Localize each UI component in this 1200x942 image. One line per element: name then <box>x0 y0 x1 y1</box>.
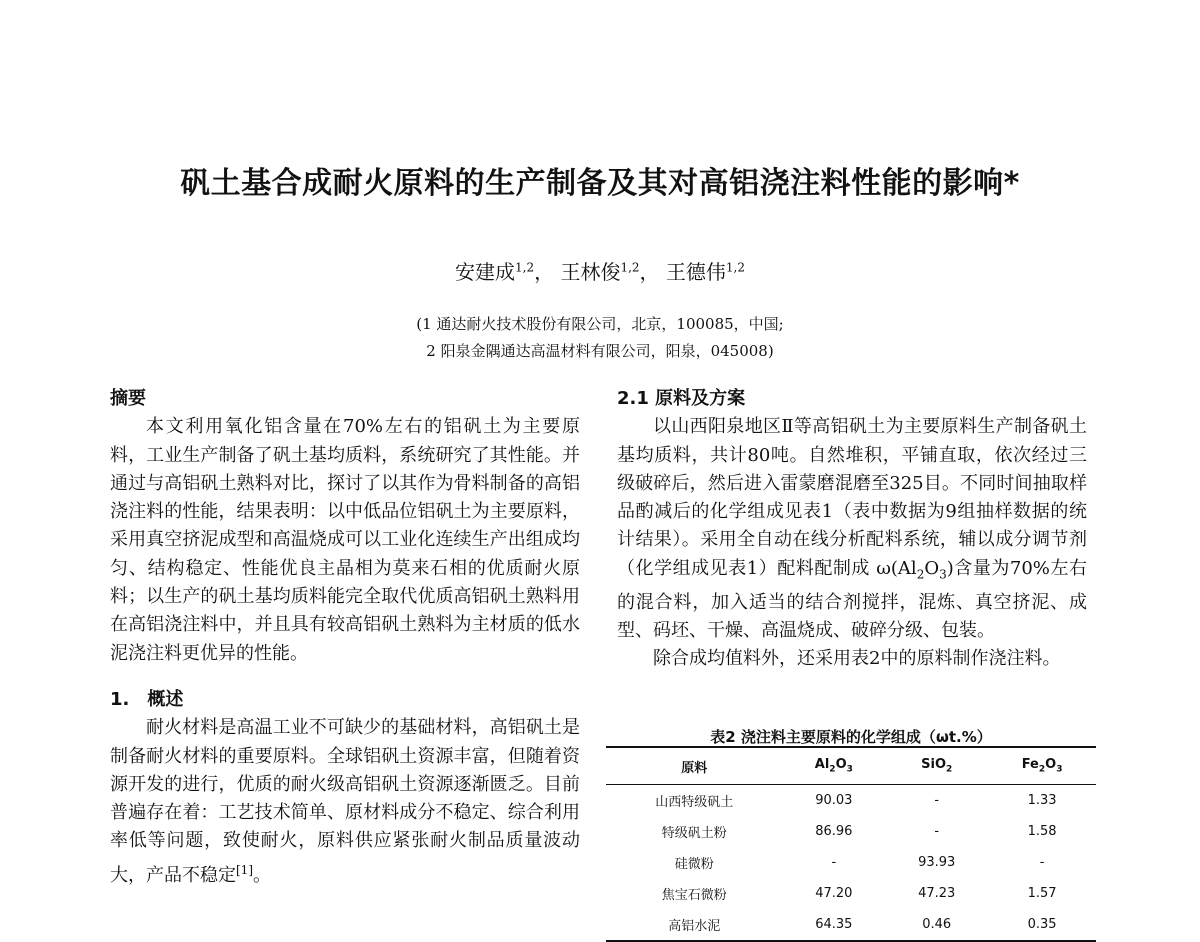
section-2-1-para-1 <box>617 413 1087 645</box>
cell-al2o3: - <box>831 855 837 870</box>
cell-fe2o3: 1.33 <box>1027 793 1057 808</box>
affiliation-line-1: (1 通达耐火技术股份有限公司，北京，100085，中国; <box>416 315 784 333</box>
table-row <box>606 816 1096 847</box>
author-affil-sup: 1,2 <box>725 260 745 275</box>
section-2-1-para-2: 除合成均值料外，还采用表2中的原料制作浇注料。 <box>653 648 1061 670</box>
section-1-heading: 1. 概述 <box>110 688 184 710</box>
author-name: 安建成 <box>455 260 515 284</box>
section-1-text: 耐火材料是高温工业不可缺少的基础材料，高铝矾土是制备耐火材料的重要原料。全球铝矾土资源丰富，但随着资源开发的进行，优质的耐火级高铝矾土资源逐渐匮乏。目前普遍存在着：工艺技术简单、原材料成分不稳定、综合利用率低等问题，致使耐火，原料供应紧张耐火制品质量波动大，产品不稳定 <box>110 717 580 886</box>
section-1-end: 。 <box>253 864 271 886</box>
cell-sio2: - <box>934 793 940 808</box>
cell-fe2o3: 1.58 <box>1027 824 1057 839</box>
table-row <box>606 847 1096 878</box>
author-affil-sup: 1,2 <box>620 260 640 275</box>
header-fe2o3: $Fe_2O_3$ <box>988 747 1096 785</box>
para-text: O <box>924 557 940 579</box>
cell-al2o3: 47.20 <box>815 886 853 901</box>
author-line <box>0 256 1200 285</box>
header-al2o3: $Al_2O_3$ <box>782 747 885 785</box>
cell-al2o3: 64.35 <box>815 917 853 932</box>
cell-al2o3: 86.96 <box>815 824 853 839</box>
cell-sio2: 93.93 <box>918 855 956 870</box>
author-separator: ， <box>639 260 660 284</box>
affiliation-line-2: 2 阳泉金隅通达高温材料有限公司，阳泉，045008) <box>426 342 774 360</box>
table-2 <box>606 746 1096 942</box>
cell-material: 特级矾土粉 <box>661 826 727 841</box>
cell-material: 山西特级矾土 <box>655 795 734 810</box>
table-2-caption: 表2 浇注料主要原料的化学组成（ωt.%） <box>710 728 992 746</box>
table-row <box>606 785 1096 817</box>
subscript: 3 <box>939 567 947 582</box>
cell-sio2: 47.23 <box>918 886 956 901</box>
left-column <box>110 385 580 890</box>
author-separator: ， <box>534 260 555 284</box>
cell-sio2: 0.46 <box>922 917 952 932</box>
subscript: 2 <box>916 567 925 582</box>
cell-material: 焦宝石微粉 <box>661 888 727 903</box>
cell-fe2o3: 1.57 <box>1027 886 1057 901</box>
header-material: 原料 <box>606 747 782 785</box>
cell-fe2o3: - <box>1039 855 1045 870</box>
cell-material: 高铝水泥 <box>668 919 721 934</box>
author-name: 王林俊 <box>560 260 621 284</box>
section-1-body <box>110 714 580 890</box>
abstract-heading: 摘要 <box>110 388 146 409</box>
para-text: )含量为70%左右的混合料，加入适当的结合剂搅拌，混炼、真空挤泥、成型、码坯、干燥、高温烧成、破碎分级、包装。 <box>617 557 1087 641</box>
table-row <box>606 878 1096 909</box>
para-text: 以山西阳泉地区Ⅱ等高铝矾土为主要原料生产制备矾土基均质料，共计80吨。自然堆积，平铺直取，依次经过三级破碎后，然后进入雷蒙磨混磨至325目。不同时间抽取样品酌减后的化学组成见表1（表中数据为9组抽样数据的统计结果）。采用全自动在线分析配料系统，辅以成分调节剂（化学组成见表1）配料配制成 ω(Al <box>617 416 1087 579</box>
abstract-body: 本文利用氧化铝含量在70%左右的铝矾土为主要原料，工业生产制备了矾土基均质料，系统研究了其性能。并通过与高铝矾土熟料对比，探讨了以其作为骨料制备的高铝浇注料的性能，结果表明：以中低品位铝矾土为主要原料，采用真空挤泥成型和高温烧成可以工业化连续生产出组成均匀、结构稳定、性能优良主晶相为莫来石相的优质耐火原料；以生产的矾土基均质料能完全取代优质高铝矾土熟料用在高铝浇注料中，并且具有较高铝矾土熟料为主材质的低水泥浇注料更优异的性能。 <box>110 416 580 664</box>
cell-material: 硅微粉 <box>674 857 714 872</box>
cell-sio2: - <box>934 824 940 839</box>
section-gap <box>110 668 580 686</box>
author-name: 王德伟 <box>665 260 726 284</box>
header-sio2: SiO$_2$ <box>885 747 988 785</box>
author-affil-sup: 1,2 <box>515 260 535 275</box>
section-2-1-heading: 2.1 原料及方案 <box>617 388 746 409</box>
right-column <box>617 385 1087 674</box>
citation-ref: [1] <box>236 862 253 877</box>
table-header-row <box>606 747 1096 785</box>
paper-title: 矾土基合成耐火原料的生产制备及其对高铝浇注料性能的影响* <box>180 166 1020 201</box>
table-row <box>606 909 1096 941</box>
cell-al2o3: 90.03 <box>815 793 853 808</box>
cell-fe2o3: 0.35 <box>1027 917 1057 932</box>
